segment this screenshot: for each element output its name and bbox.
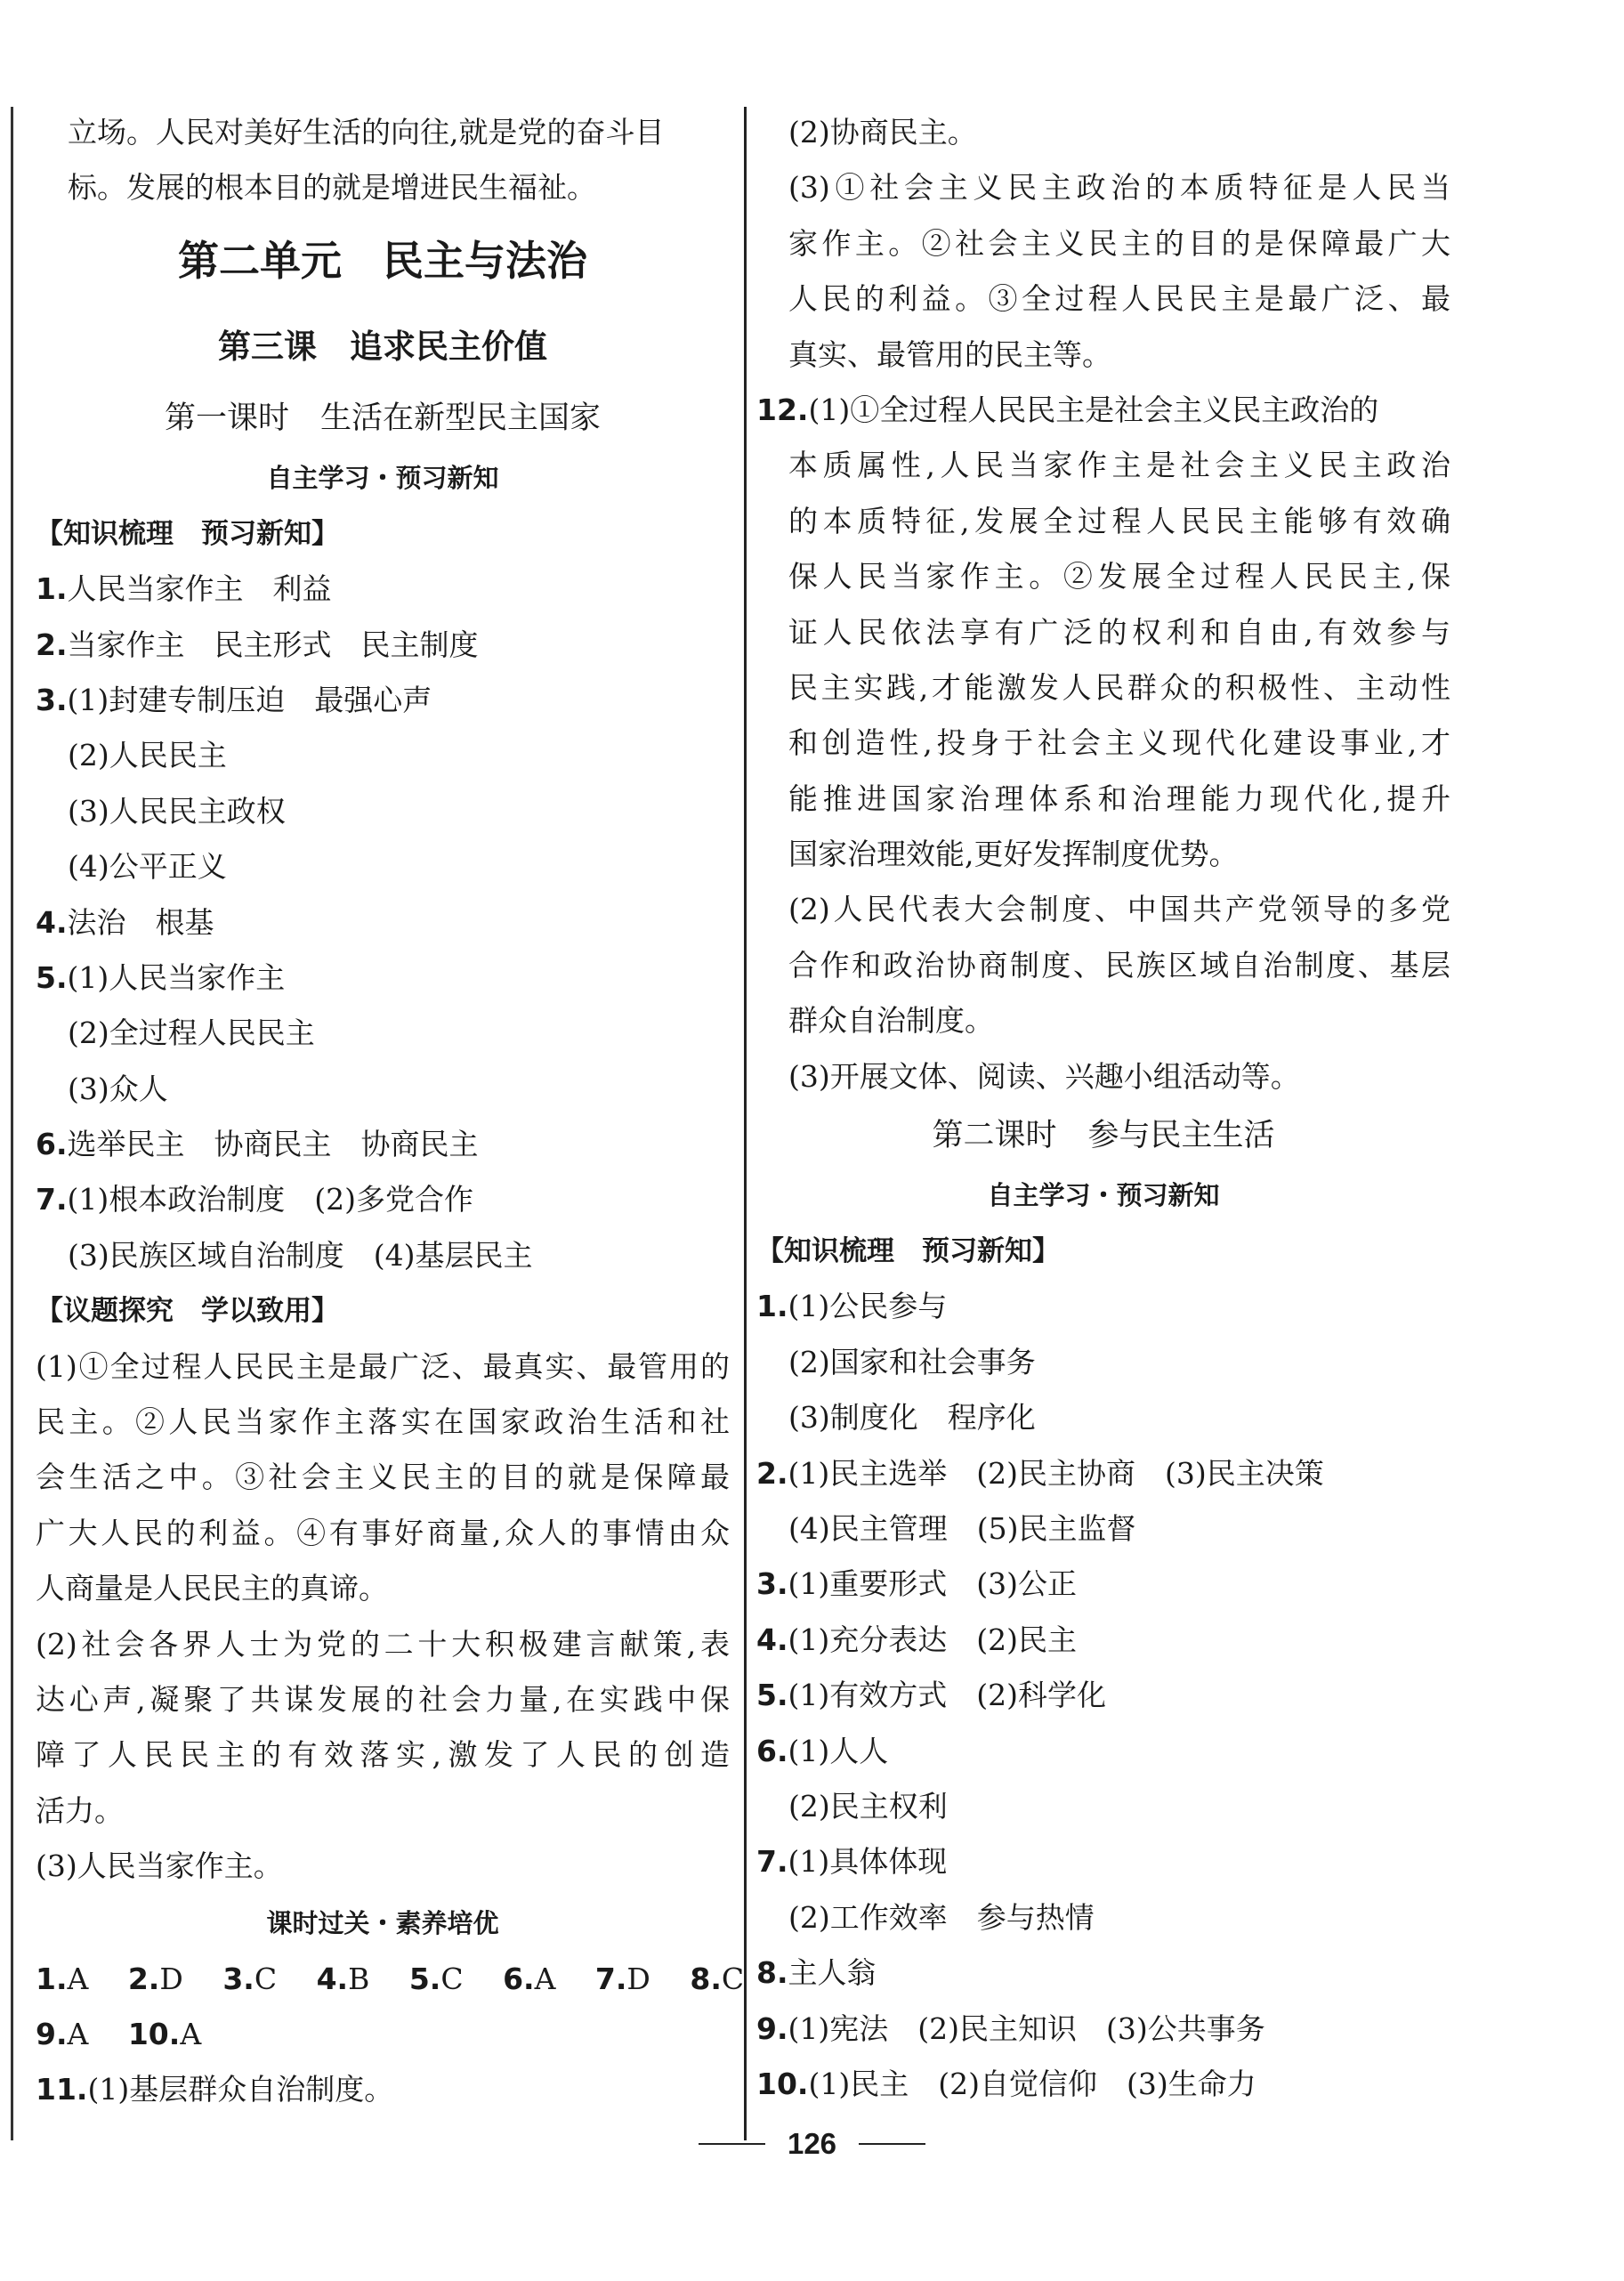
item-number: 3. — [222, 1961, 255, 1996]
choice-answer — [503, 1952, 555, 2007]
choice-answer — [409, 1952, 464, 2007]
item-number: 12. — [756, 392, 809, 427]
section-heading: 【知识梳理 预习新知】 — [756, 1235, 1060, 1268]
item-text: 主人翁 — [788, 1955, 877, 1991]
answer-item — [756, 1390, 1450, 1445]
item-text: (1)具体体现 — [788, 1844, 948, 1880]
item-number: 8. — [756, 1955, 788, 1991]
item-text: (3)民族区域自治制度 (4)基层民主 — [68, 1237, 533, 1273]
item-text: (1)基层群众自治制度。 — [87, 2072, 394, 2107]
answer-line: 家作主。②社会主义民主的目的是保障最广大 — [788, 225, 1450, 261]
item-number: 3. — [756, 1566, 788, 1602]
answer-line: 民主实践,才能激发人民群众的积极性、主动性 — [788, 669, 1450, 705]
answer-item — [756, 1279, 1450, 1334]
section-heading: 【议题探究 学以致用】 — [36, 1295, 339, 1328]
answer-letter: D — [626, 1961, 650, 1996]
item-text: (1)封建专制压迫 最强心声 — [67, 682, 432, 717]
answer-item — [36, 950, 730, 1006]
answer-item — [756, 1890, 1450, 1945]
explore-line: 人商量是人民民主的真谛。 — [36, 1571, 388, 1606]
item-number: 6. — [36, 1127, 68, 1162]
answer-line: 证人民依法享有广泛的权利和自由,有效参与 — [788, 614, 1450, 650]
answer-item — [756, 1668, 1450, 1723]
item-text: (4)公平正义 — [68, 849, 227, 885]
period-title: 第二课时 参与民主生活 — [932, 1118, 1275, 1154]
answer-line: (3)开展文体、阅读、兴趣小组活动等。 — [788, 1058, 1300, 1094]
item-number: 9. — [756, 2010, 788, 2046]
answer-line: 国家治理效能,更好发挥制度优势。 — [788, 837, 1239, 872]
answer-item — [36, 1172, 730, 1227]
item-text: (3)制度化 程序化 — [788, 1400, 1036, 1436]
line-text: (1)①全过程人民民主是社会主义民主政治的 — [808, 392, 1379, 427]
answer-item — [36, 2062, 730, 2117]
answer-item — [756, 1335, 1450, 1390]
answer-item — [756, 1724, 1450, 1779]
item-number: 11. — [36, 2072, 88, 2107]
item-number: 2. — [756, 1455, 788, 1491]
answer-letter: A — [67, 2016, 89, 2051]
explore-line: 障了人民民主的有效落实,激发了人民的创造 — [36, 1737, 730, 1773]
answer-item — [756, 1945, 1450, 2001]
unit-title: 第二单元 民主与法治 — [178, 236, 587, 285]
item-number: 4. — [756, 1622, 788, 1657]
lesson-title: 第三课 追求民主价值 — [218, 326, 547, 366]
intro-line: 标。发展的根本目的就是增进民生福祉。 — [68, 170, 596, 206]
item-text: (1)重要形式 (3)公正 — [788, 1566, 1077, 1602]
explore-line: 广大人民的利益。④有事好商量,众人的事情由众 — [36, 1515, 730, 1550]
footer-rule-right — [859, 2143, 925, 2145]
choice-answer — [317, 1952, 370, 2007]
answer-letter: C — [254, 1961, 278, 1996]
choice-answer — [36, 1952, 88, 2007]
answer-line: 群众自治制度。 — [788, 1003, 994, 1039]
answer-item — [756, 1557, 1450, 1612]
item-number: 1. — [36, 1961, 68, 1996]
item-text: 当家作主 民主形式 民主制度 — [67, 627, 479, 662]
line-text: (2)协商民主。 — [788, 115, 977, 150]
answer-item — [36, 1006, 730, 1061]
item-number: 4. — [36, 904, 68, 940]
item-number: 1. — [756, 1289, 788, 1324]
section-heading: 【知识梳理 预习新知】 — [36, 517, 339, 550]
item-text: (2)民主权利 — [788, 1788, 948, 1824]
item-text: (3)众人 — [68, 1071, 168, 1106]
item-text: (1)民主选举 (2)民主协商 (3)民主决策 — [788, 1455, 1324, 1491]
column-divider — [744, 107, 747, 2140]
answer-line: 人民的利益。③全过程人民民主是最广泛、最 — [788, 281, 1450, 317]
answer-item — [756, 1834, 1450, 1889]
intro-line: 立场。人民对美好生活的向往,就是党的奋斗目 — [68, 115, 665, 150]
answer-item — [36, 673, 730, 728]
page-number: 126 — [787, 2127, 837, 2160]
item-text: (3)人民民主政权 — [68, 793, 286, 829]
item-number: 10. — [127, 2016, 181, 2051]
choice-answer — [690, 1952, 744, 2007]
section-title: 课时过关・素养培优 — [266, 1907, 499, 1938]
left-column — [36, 105, 745, 2118]
item-number: 4. — [316, 1961, 349, 1996]
binding-edge-line — [11, 107, 13, 2140]
answer-item — [756, 2002, 1450, 2057]
answer-item — [36, 1062, 730, 1117]
answer-line — [756, 383, 1450, 438]
item-text: (1)人民当家作主 — [67, 959, 286, 995]
item-text: (1)根本政治制度 (2)多党合作 — [67, 1182, 473, 1217]
answer-line: 合作和政治协商制度、民族区域自治制度、基层 — [788, 947, 1450, 983]
item-text: (1)人人 — [788, 1733, 889, 1768]
item-number: 8. — [690, 1961, 722, 1996]
answer-item — [756, 1446, 1450, 1501]
answer-item — [36, 784, 730, 839]
item-number: 7. — [594, 1961, 627, 1996]
answer-line: (3)①社会主义民主政治的本质特征是人民当 — [788, 170, 1450, 206]
explore-line: 活力。 — [36, 1792, 124, 1828]
choice-answer — [36, 2007, 88, 2062]
section-title: 自主学习・预习新知 — [987, 1180, 1220, 1211]
answer-letter: A — [67, 1961, 89, 1996]
item-number: 5. — [756, 1678, 788, 1713]
section-title: 自主学习・预习新知 — [266, 462, 499, 493]
item-text: (2)工作效率 参与热情 — [788, 1899, 1095, 1935]
item-number: 10. — [756, 2066, 809, 2101]
answer-item — [36, 562, 730, 617]
answer-item — [756, 1779, 1450, 1834]
answer-line: (2)人民代表大会制度、中国共产党领导的多党 — [788, 892, 1450, 927]
item-text: (1)宪法 (2)民主知识 (3)公共事务 — [788, 2010, 1265, 2046]
answer-line: 保人民当家作主。②发展全过程人民民主,保 — [788, 559, 1450, 595]
answer-letter: C — [721, 1961, 745, 1996]
choice-answer — [595, 1952, 650, 2007]
answer-item — [36, 1228, 730, 1283]
explore-line: 民主。②人民当家作主落实在国家政治生活和社 — [36, 1404, 730, 1440]
answer-line: 本质属性,人民当家作主是社会主义民主政治 — [788, 448, 1450, 483]
item-text: 选举民主 协商民主 协商民主 — [67, 1127, 479, 1162]
explore-line: 达心声,凝聚了共谋发展的社会力量,在实践中保 — [36, 1681, 730, 1717]
item-number: 2. — [127, 1961, 160, 1996]
choice-answers-row — [36, 2007, 730, 2062]
answer-item — [36, 839, 730, 894]
answer-item — [36, 895, 730, 950]
item-text: (2)人民民主 — [68, 738, 227, 773]
item-number: 6. — [756, 1733, 788, 1768]
answer-letter: A — [534, 1961, 556, 1996]
item-number: 3. — [36, 682, 68, 717]
choice-answer — [128, 1952, 183, 2007]
period-title: 第一课时 生活在新型民主国家 — [164, 400, 601, 436]
answer-line: 能推进国家治理体系和治理能力现代化,提升 — [788, 781, 1450, 816]
item-text: (1)民主 (2)自觉信仰 (3)生命力 — [808, 2066, 1256, 2101]
item-number: 7. — [756, 1844, 788, 1880]
item-text: (2)全过程人民民主 — [68, 1015, 315, 1051]
answer-line — [756, 105, 1450, 160]
item-number: 7. — [36, 1182, 68, 1217]
choice-answers-row — [36, 1952, 745, 2007]
item-number: 5. — [408, 1961, 441, 1996]
right-column — [756, 105, 1450, 2112]
answer-line: 真实、最管用的民主等。 — [788, 336, 1111, 372]
answer-item — [756, 2057, 1450, 2112]
explore-line: (1)①全过程人民民主是最广泛、最真实、最管用的 — [36, 1348, 730, 1384]
item-number: 5. — [36, 959, 68, 995]
answer-line: 和创造性,投身于社会主义现代化建设事业,才 — [788, 725, 1450, 761]
item-text: (2)国家和社会事务 — [788, 1344, 1036, 1379]
answer-letter: A — [180, 2016, 202, 2051]
answer-item — [36, 1117, 730, 1172]
choice-answer — [128, 2007, 201, 2062]
item-text: (1)公民参与 — [788, 1289, 948, 1324]
footer-rule-left — [699, 2143, 765, 2145]
explore-line: 会生活之中。③社会主义民主的目的就是保障最 — [36, 1460, 730, 1495]
item-number: 2. — [36, 627, 68, 662]
answer-letter: C — [440, 1961, 464, 1996]
answer-item — [756, 1613, 1450, 1668]
item-text: (1)充分表达 (2)民主 — [788, 1622, 1077, 1657]
choice-answer — [222, 1952, 277, 2007]
answer-letter: B — [348, 1961, 370, 1996]
item-number: 9. — [36, 2016, 68, 2051]
explore-line: (3)人民当家作主。 — [36, 1848, 283, 1884]
item-number: 6. — [503, 1961, 535, 1996]
answer-item — [36, 618, 730, 673]
item-text: (4)民主管理 (5)民主监督 — [788, 1510, 1136, 1546]
item-text: (1)有效方式 (2)科学化 — [788, 1678, 1106, 1713]
answer-letter: D — [159, 1961, 183, 1996]
page-footer — [0, 2127, 1624, 2161]
answer-line: 的本质特征,发展全过程人民民主能够有效确 — [788, 503, 1450, 538]
answer-item — [756, 1501, 1450, 1557]
item-number: 1. — [36, 571, 68, 607]
item-text: 人民当家作主 利益 — [67, 571, 332, 607]
answer-item — [36, 728, 730, 783]
item-text: 法治 根基 — [67, 904, 214, 940]
explore-line: (2)社会各界人士为党的二十大积极建言献策,表 — [36, 1626, 730, 1662]
